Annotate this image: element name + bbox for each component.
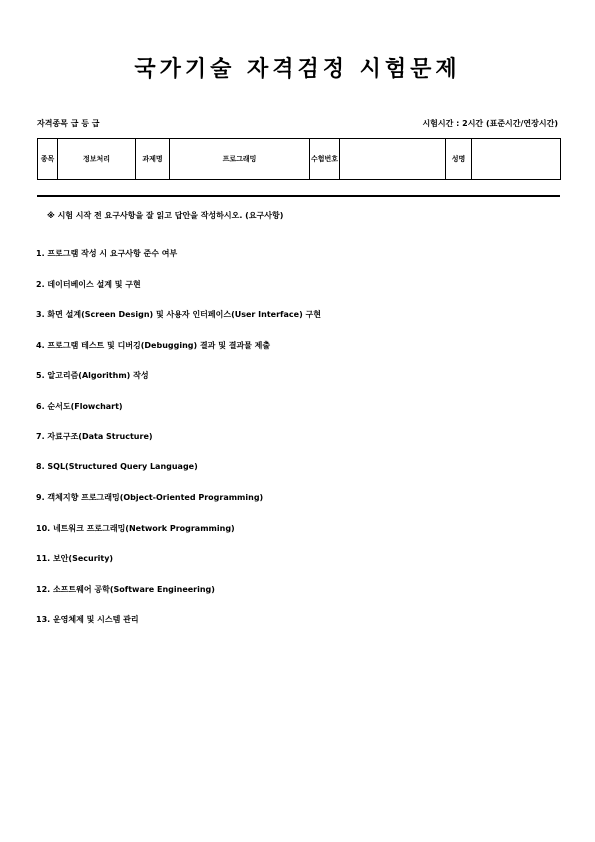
list-item: 12. 소프트웨어 공학(Software Engineering): [36, 584, 215, 594]
requirements-list: [36, 248, 556, 645]
exam-number-field[interactable]: [340, 139, 446, 180]
name-label: 성명: [446, 139, 472, 180]
list-item: 8. SQL(Structured Query Language): [36, 461, 198, 471]
exam-category: 자격종목 급 등 급: [37, 119, 100, 128]
page-title: 국가기술 자격검정 시험문제: [134, 56, 461, 82]
list-item: 3. 화면 설계(Screen Design) 및 사용자 인터페이스(User Interface) 구현: [36, 310, 321, 319]
list-item: 9. 객체지향 프로그래밍(Object-Oriented Programming): [36, 493, 264, 502]
name-field[interactable]: [472, 139, 561, 180]
instructions-notice: ※ 시험 시작 전 요구사항을 잘 읽고 답안을 작성하시오. (요구사항): [47, 211, 284, 220]
exam-time: 시험시간 : 2시간 (표준시간/연장시간): [422, 119, 558, 128]
list-item: 13. 운영체제 및 시스템 관리: [36, 615, 139, 624]
task-label: 과제명: [136, 139, 170, 180]
list-item: 2. 데이터베이스 설계 및 구현: [36, 279, 141, 289]
task-value: 프로그래밍: [170, 139, 310, 180]
list-item: 1. 프로그램 작성 시 요구사항 준수 여부: [36, 249, 178, 258]
exam-number-label: 수험번호: [310, 139, 340, 180]
list-item: 6. 순서도(Flowchart): [36, 401, 123, 411]
exam-info-table: [37, 138, 561, 180]
list-item: 4. 프로그램 테스트 및 디버깅(Debugging) 결과 및 결과물 제출: [36, 340, 271, 350]
list-item: 11. 보안(Security): [36, 554, 114, 563]
subject-value: 정보처리: [58, 139, 136, 180]
list-item: 5. 알고리즘(Algorithm) 작성: [36, 371, 149, 380]
list-item: 10. 네트워크 프로그래밍(Network Programming): [36, 523, 235, 533]
divider: [37, 195, 560, 197]
subject-label: 종목: [38, 139, 58, 180]
list-item: 7. 자료구조(Data Structure): [36, 432, 153, 441]
exam-meta-row: [37, 118, 558, 132]
